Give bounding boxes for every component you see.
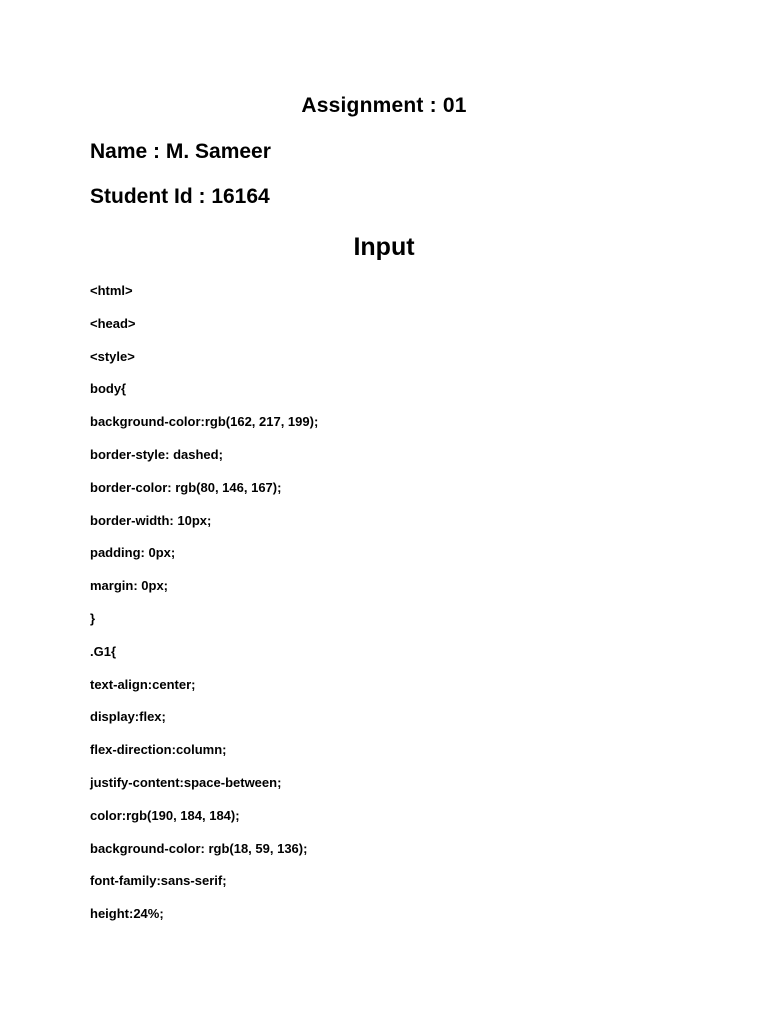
code-line: } xyxy=(90,610,96,626)
code-line: <head> xyxy=(90,315,136,331)
code-line: color:rgb(190, 184, 184); xyxy=(90,807,240,823)
code-line: height:24%; xyxy=(90,906,164,922)
student-name: Name : M. Sameer xyxy=(90,140,271,163)
code-line: <style> xyxy=(90,348,135,364)
code-listing xyxy=(90,283,318,939)
input-heading: Input xyxy=(353,233,415,261)
code-line: body{ xyxy=(90,381,127,397)
code-line: background-color:rgb(162, 217, 199); xyxy=(90,414,319,430)
code-line: font-family:sans-serif; xyxy=(90,873,227,889)
assignment-title: Assignment : 01 xyxy=(301,94,467,117)
code-line: flex-direction:column; xyxy=(90,742,227,758)
code-line: background-color: rgb(18, 59, 136); xyxy=(90,840,308,856)
code-line: border-color: rgb(80, 146, 167); xyxy=(90,479,282,495)
code-line: margin: 0px; xyxy=(90,578,169,594)
code-line: padding: 0px; xyxy=(90,545,176,561)
code-line: justify-content:space-between; xyxy=(90,774,282,790)
code-line: .G1{ xyxy=(90,643,117,659)
code-line: display:flex; xyxy=(90,709,166,725)
student-id: Student Id : 16164 xyxy=(90,185,270,208)
code-line: border-width: 10px; xyxy=(90,512,212,528)
code-line: border-style: dashed; xyxy=(90,446,223,462)
code-line: <html> xyxy=(90,283,133,298)
code-line: text-align:center; xyxy=(90,676,196,692)
